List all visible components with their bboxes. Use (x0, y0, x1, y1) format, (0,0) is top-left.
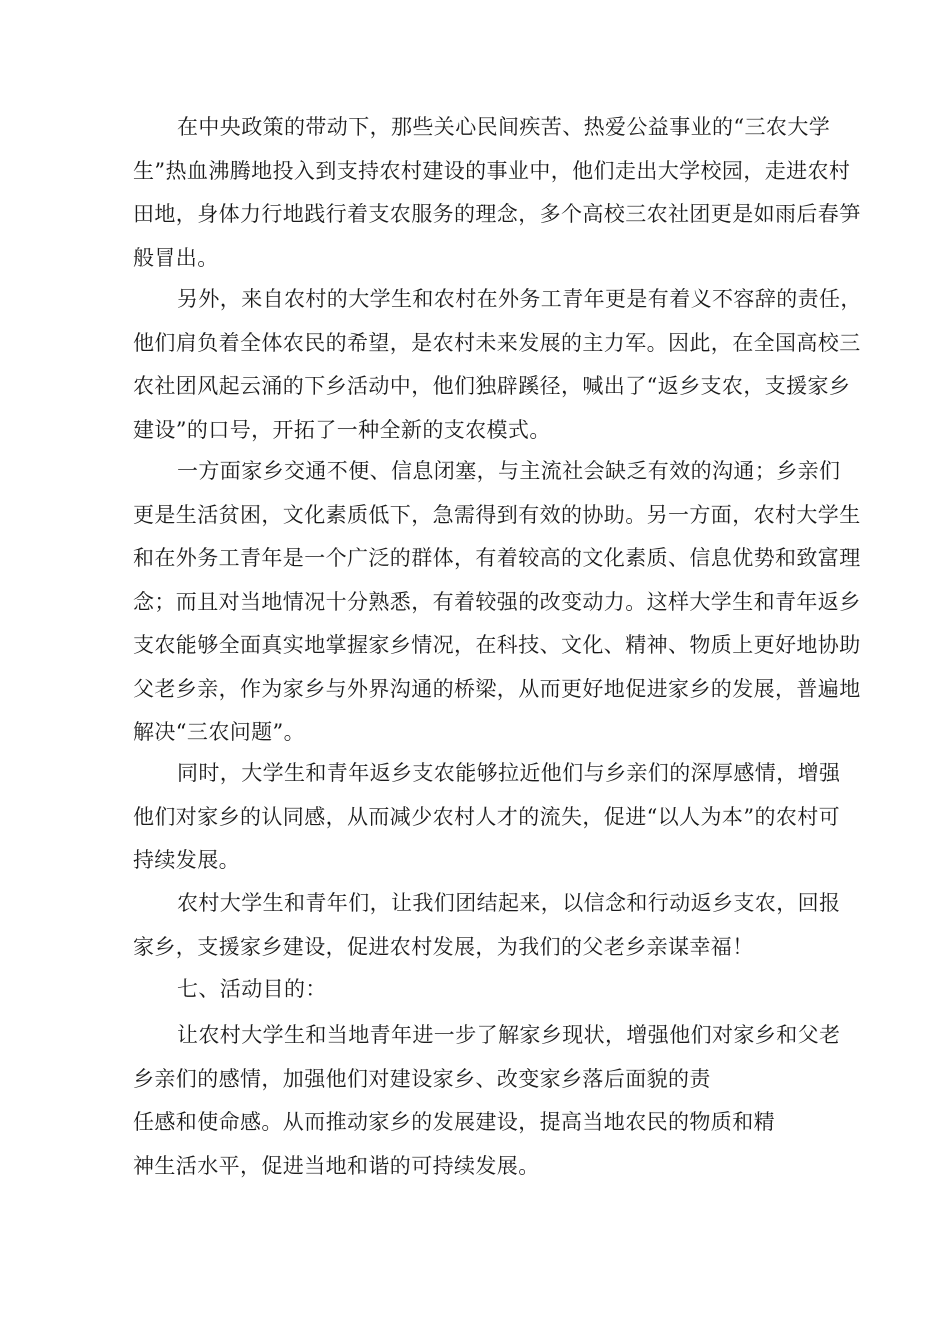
paragraph-3 (133, 450, 861, 755)
paragraph-5 (133, 882, 841, 969)
text-line: 农社团风起云涌的下乡活动中，他们独辟蹊径，喊出了“返乡支农，支援家乡 (133, 374, 851, 398)
text-line: 解决“三农问题”。 (133, 720, 306, 744)
text-line: 般冒出。 (133, 245, 219, 270)
text-line: 同时，大学生和青年返乡支农能够拉近他们与乡亲们的深厚感情，增强 (177, 761, 841, 785)
text-line: 另外，来自农村的大学生和农村在外务工青年更是有着义不容辞的责任， (177, 287, 862, 311)
text-line: 家乡，支援家乡建设，促进农村发展，为我们的父老乡亲谋幸福！ (133, 934, 754, 959)
section-heading (133, 968, 821, 1012)
text-line: 农村大学生和青年们，让我们团结起来，以信念和行动返乡支农，回报 (177, 891, 841, 915)
text-line: 他们对家乡的认同感，从而减少农村人才的流失，促进“以人为本”的农村可 (133, 804, 841, 829)
text-line: 和在外务工青年是一个广泛的群体，有着较高的文化素质、信息优势和致富理 (133, 546, 861, 570)
text-line: 更是生活贫困，文化素质低下，急需得到有效的协助。另一方面，农村大学生 (133, 502, 861, 527)
text-line: 他们肩负着全体农民的希望，是农村未来发展的主力军。因此，在全国高校三 (133, 330, 861, 355)
paragraph-4 (133, 752, 841, 883)
paragraph-7 (133, 1014, 841, 1188)
paragraph-1 (133, 106, 861, 280)
paragraph-2 (133, 278, 862, 452)
text-line: 神生活水平，促进当地和谐的可持续发展。 (133, 1153, 540, 1178)
text-line: 田地，身体力行地践行着支农服务的理念，多个高校三农社团更是如雨后春笋 (133, 202, 861, 226)
text-line: 在中央政策的带动下，那些关心民间疾苦、热爱公益事业的“三农大学 (177, 115, 831, 139)
text-line: 让农村大学生和当地青年进一步了解家乡现状，增强他们对家乡和父老 (177, 1023, 841, 1047)
text-line: 建设”的口号，开拓了一种全新的支农模式。 (133, 417, 551, 442)
text-line: 父老乡亲，作为家乡与外界沟通的桥梁，从而更好地促进家乡的发展，普遍地 (133, 676, 861, 701)
text-line: 念；而且对当地情况十分熟悉，有着较强的改变动力。这样大学生和青年返乡 (133, 589, 861, 614)
text-line: 持续发展。 (133, 848, 240, 872)
text-line: 乡亲们的感情，加强他们对建设家乡、改变家乡落后面貌的责 (133, 1066, 711, 1091)
heading-text: 七、活动目的： (177, 977, 327, 1001)
text-line: 生”热血沸腾地投入到支持农村建设的事业中，他们走出大学校园，走进农村 (133, 158, 851, 183)
text-line: 一方面家乡交通不便、信息闭塞，与主流社会缺乏有效的沟通；乡亲们 (177, 459, 841, 483)
text-line: 支农能够全面真实地掌握家乡情况，在科技、文化、精神、物质上更好地协助 (133, 633, 861, 657)
text-line: 任感和使命感。从而推动家乡的发展建设，提高当地农民的物质和精 (133, 1110, 775, 1134)
